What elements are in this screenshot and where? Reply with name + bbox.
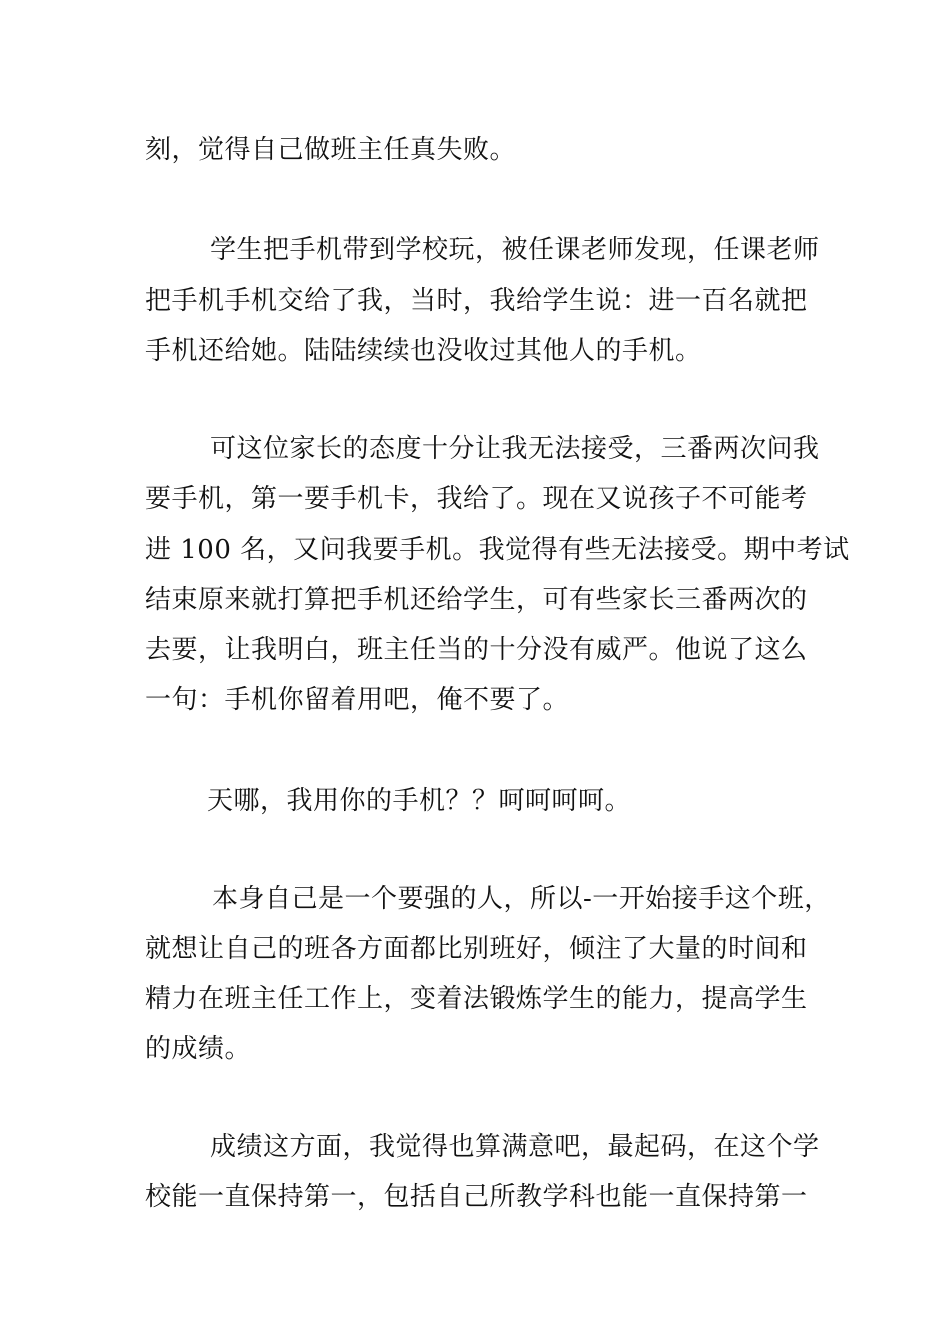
paragraph-5-line-2: 就想让自己的班各方面都比别班好，倾注了大量的时间和 xyxy=(145,934,808,964)
paragraph-2-line-3: 手机还给她。陆陆续续也没收过其他人的手机。 xyxy=(145,336,702,366)
paragraph-3-line-1: 可这位家长的态度十分让我无法接受，三番两次问我 xyxy=(210,434,820,464)
paragraph-3-line-4: 结束原来就打算把手机还给学生，可有些家长三番两次的 xyxy=(145,585,808,615)
paragraph-5-line-4: 的成绩。 xyxy=(145,1034,252,1064)
paragraph-3-line-5: 去要，让我明白，班主任当的十分没有威严。他说了这么 xyxy=(145,635,808,665)
paragraph-3-line-6: 一句：手机你留着用吧，俺不要了。 xyxy=(145,685,570,715)
paragraph-3-line-2: 要手机，第一要手机卡，我给了。现在又说孩子不可能考 xyxy=(145,484,808,514)
paragraph-5-line-1: 本身自己是一个要强的人，所以-一开始接手这个班， xyxy=(212,884,831,914)
paragraph-5-line-3: 精力在班主任工作上，变着法锻炼学生的能力，提高学生 xyxy=(145,984,808,1014)
paragraph-2-line-2: 把手机手机交给了我，当时，我给学生说：进一百名就把 xyxy=(145,286,808,316)
paragraph-1-line-1: 刻，觉得自己做班主任真失败。 xyxy=(145,135,517,165)
paragraph-6-line-1: 成绩这方面，我觉得也算满意吧，最起码，在这个学 xyxy=(210,1132,820,1162)
paragraph-3-line-3: 进 100 名，又问我要手机。我觉得有些无法接受。期中考试 xyxy=(145,535,850,565)
paragraph-4-line-1: 天哪，我用你的手机？？呵呵呵呵。 xyxy=(207,786,632,816)
paragraph-6-line-2: 校能一直保持第一，包括自己所教学科也能一直保持第一 xyxy=(145,1182,808,1212)
paragraph-2-line-1: 学生把手机带到学校玩，被任课老师发现，任课老师 xyxy=(210,235,820,265)
